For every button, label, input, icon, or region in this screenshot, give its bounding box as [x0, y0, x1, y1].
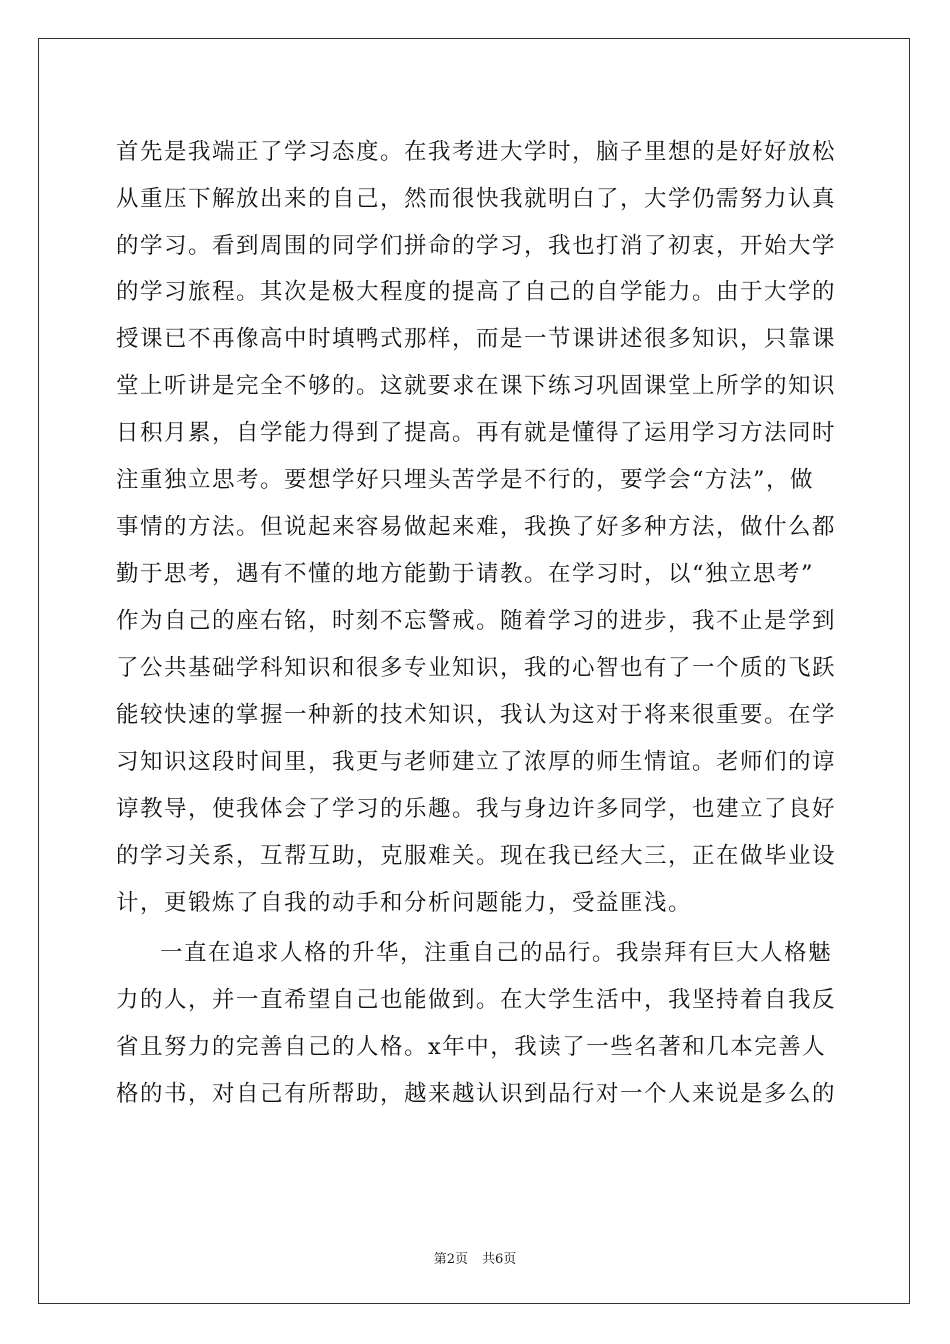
text-line: 的学习。看到周围的同学们拼命的学习，我也打消了初衷，开始大学	[116, 233, 837, 259]
text-line: 格的书，对自己有所帮助，越来越认识到品行对一个人来说是多么的	[116, 1081, 837, 1107]
text-line: 计，更锻炼了自我的动手和分析问题能力，受益匪浅。	[116, 890, 693, 916]
text-line: 勤于思考，遇有不懂的地方能勤于请教。在学习时，以“独立思考”	[116, 561, 815, 587]
text-line: 作为自己的座右铭，时刻不忘警戒。随着学习的进步，我不止是学到	[116, 608, 837, 634]
page-number: 第2页	[433, 1252, 468, 1267]
page-footer	[0, 1248, 950, 1267]
text-line: 注重独立思考。要想学好只埋头苦学是不行的，要学会“方法”，做	[116, 467, 815, 493]
text-line: 力的人，并一直希望自己也能做到。在大学生活中，我坚持着自我反	[116, 987, 837, 1013]
text-line: 了公共基础学科知识和很多专业知识，我的心智也有了一个质的飞跃	[116, 655, 837, 681]
text-line: 授课已不再像高中时填鸭式那样，而是一节课讲述很多知识，只靠课	[116, 326, 837, 352]
text-line: 一直在追求人格的升华，注重自己的品行。我崇拜有巨大人格魅	[160, 940, 833, 966]
page-total: 共6页	[482, 1252, 517, 1267]
text-line: 省且努力的完善自己的人格。x年中，我读了一些名著和几本完善人	[116, 1034, 827, 1060]
text-line: 的学习关系，互帮互助，克服难关。现在我已经大三，正在做毕业设	[116, 843, 837, 869]
text-line: 日积月累，自学能力得到了提高。再有就是懂得了运用学习方法同时	[116, 420, 837, 446]
text-line: 事情的方法。但说起来容易做起来难，我换了好多种方法，做什么都	[116, 514, 837, 540]
text-line: 堂上听讲是完全不够的。这就要求在课下练习巩固课堂上所学的知识	[116, 373, 837, 399]
text-line: 谆教导，使我体会了学习的乐趣。我与身边许多同学，也建立了良好	[116, 796, 837, 822]
text-line: 习知识这段时间里，我更与老师建立了浓厚的师生情谊。老师们的谆	[116, 749, 837, 775]
text-line: 能较快速的掌握一种新的技术知识，我认为这对于将来很重要。在学	[116, 702, 837, 728]
text-line: 从重压下解放出来的自己，然而很快我就明白了，大学仍需努力认真	[116, 186, 837, 212]
text-line: 首先是我端正了学习态度。在我考进大学时，脑子里想的是好好放松	[116, 139, 837, 165]
text-line: 的学习旅程。其次是极大程度的提高了自己的自学能力。由于大学的	[116, 279, 837, 305]
